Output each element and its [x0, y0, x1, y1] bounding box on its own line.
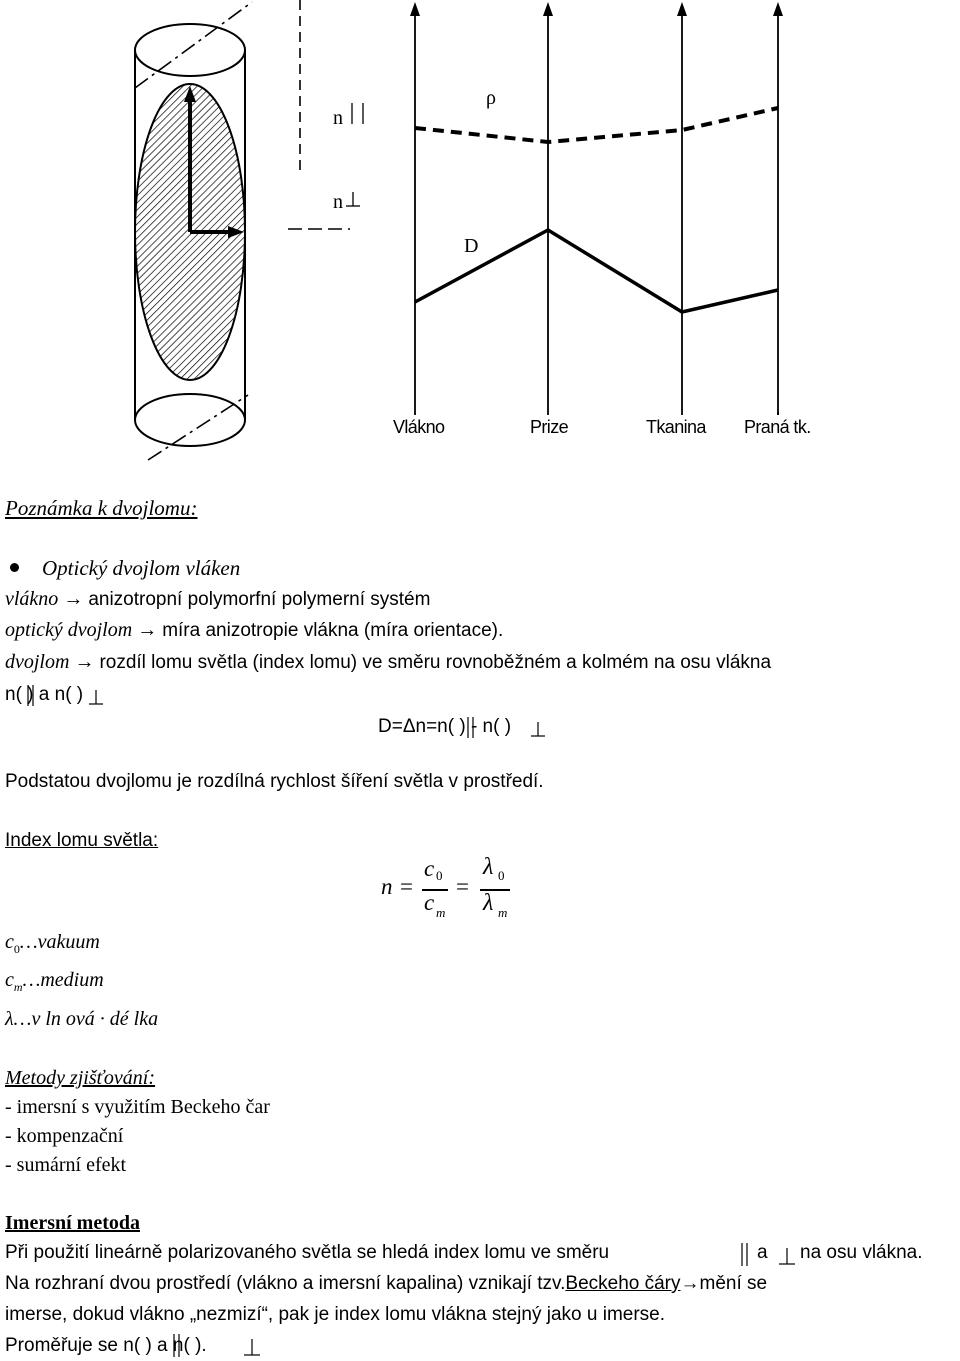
- note-heading: Poznámka k dvojlomu:: [5, 496, 198, 520]
- definition-line-2: [5, 619, 503, 642]
- legend-cm-text: …medium: [22, 969, 104, 991]
- definition-line-3: [5, 651, 771, 674]
- definition-line-4: n( ) a n( ): [5, 684, 84, 705]
- method-item-1: - imersní s využitím Beckeho čar: [5, 1096, 270, 1118]
- d-label: D: [464, 235, 479, 257]
- eq-lambdam-sub: m: [498, 905, 508, 920]
- methods-heading: Metody zjišťování:: [5, 1067, 156, 1089]
- method-item-3: - sumární efekt: [5, 1154, 127, 1176]
- x-label-tkanina: Tkanina: [646, 417, 706, 437]
- rho-series: [415, 108, 778, 142]
- eq-equals-2: =: [456, 874, 469, 899]
- index-heading: Index lomu světla:: [5, 830, 159, 851]
- formula-symbols: [378, 712, 578, 742]
- immersion-line-3: imerse, dokud vlákno „nezmizí“, pak je index lomu vlákna stejný jako u imerse.: [5, 1304, 666, 1325]
- arrow-icon: →: [137, 619, 158, 641]
- eq-cm: c: [424, 890, 435, 915]
- arrow-icon: →: [74, 651, 95, 673]
- legend-c0-sub: 0: [13, 942, 20, 956]
- legend-c0-text: …vakuum: [19, 931, 100, 953]
- fiber-cylinder: [135, 2, 252, 460]
- legend-cm-sub: m: [13, 980, 23, 994]
- immersion-line4-symbols: [0, 1331, 300, 1361]
- immersion-p2a: Na rozhraní dvou prostředí (vlákno a imersní kapalina) vznikají tzv.: [5, 1273, 566, 1294]
- term-dvojlom: dvojlom: [5, 651, 70, 673]
- refraction-equation: [376, 850, 536, 930]
- n-perp-label: n: [333, 191, 343, 213]
- eq-c0-sub: 0: [436, 868, 443, 883]
- chart-axes: [410, 2, 783, 415]
- eq-lambda0: λ: [483, 854, 494, 880]
- immersion-line-4: Proměřuje se n( ) a n( ).: [5, 1335, 207, 1356]
- legend-cm: [5, 969, 104, 995]
- line3-text: rozdíl lomu světla (index lomu) ve směru rovnoběžném a kolmém na osu vlákna: [99, 652, 772, 673]
- method-item-2: - kompenzační: [5, 1125, 124, 1147]
- n-parallel-label: n: [333, 107, 343, 129]
- immersion-p2c: mění se: [699, 1273, 768, 1294]
- eq-cm-sub: m: [436, 905, 446, 920]
- line2-text: míra anizotropie vlákna (míra orientace).: [162, 620, 504, 641]
- legend-c0: [5, 931, 100, 957]
- immersion-line-1: [5, 1242, 609, 1264]
- essence-text: Podstatou dvojlomu je rozdílná rychlost šíření světla v prostředí.: [5, 771, 544, 792]
- definition-line-1: [5, 588, 430, 611]
- fiber-figure: [0, 0, 960, 470]
- legend-cm-var: c: [5, 969, 14, 991]
- arrow-icon: →: [63, 588, 84, 610]
- rho-label: ρ: [486, 87, 496, 109]
- birefringence-formula: D=Δn=n( ) - n( ): [378, 716, 512, 737]
- arrow-icon: →: [680, 1273, 700, 1294]
- immersion-p1: Při použití lineárně polarizovaného světla se hledá index lomu ve směru: [5, 1242, 610, 1263]
- line4-symbols: [0, 680, 130, 710]
- x-label-prana: Praná tk.: [744, 417, 811, 437]
- line1-text: anizotropní polymorfní polymerní systém: [88, 589, 431, 610]
- legend-lambda: λ…v ln ová · dé lka: [5, 1008, 159, 1030]
- bullet-dot: [10, 563, 19, 572]
- becke-lines-link: Beckeho čáry: [565, 1273, 681, 1294]
- eq-lambdam: λ: [483, 890, 494, 916]
- immersion-line-2: [5, 1273, 767, 1295]
- immersion-p1b: a: [757, 1242, 768, 1263]
- term-opticky-dvojlom: optický dvojlom: [5, 619, 133, 641]
- eq-c0: c: [424, 856, 435, 881]
- eq-n: n: [381, 874, 393, 899]
- immersion-line1-symbols: [735, 1240, 805, 1270]
- legend-c0-var: c: [5, 931, 14, 953]
- eq-equals-1: =: [400, 874, 413, 899]
- bullet-text: Optický dvojlom vláken: [42, 556, 241, 580]
- immersion-heading: Imersní metoda: [5, 1212, 140, 1234]
- immersion-p1c: na osu vlákna.: [800, 1242, 923, 1263]
- x-label-prize: Prize: [530, 417, 569, 437]
- eq-lambda0-sub: 0: [498, 868, 505, 883]
- term-vlakno: vlákno: [5, 588, 59, 610]
- x-label-vlakno: Vlákno: [393, 417, 445, 437]
